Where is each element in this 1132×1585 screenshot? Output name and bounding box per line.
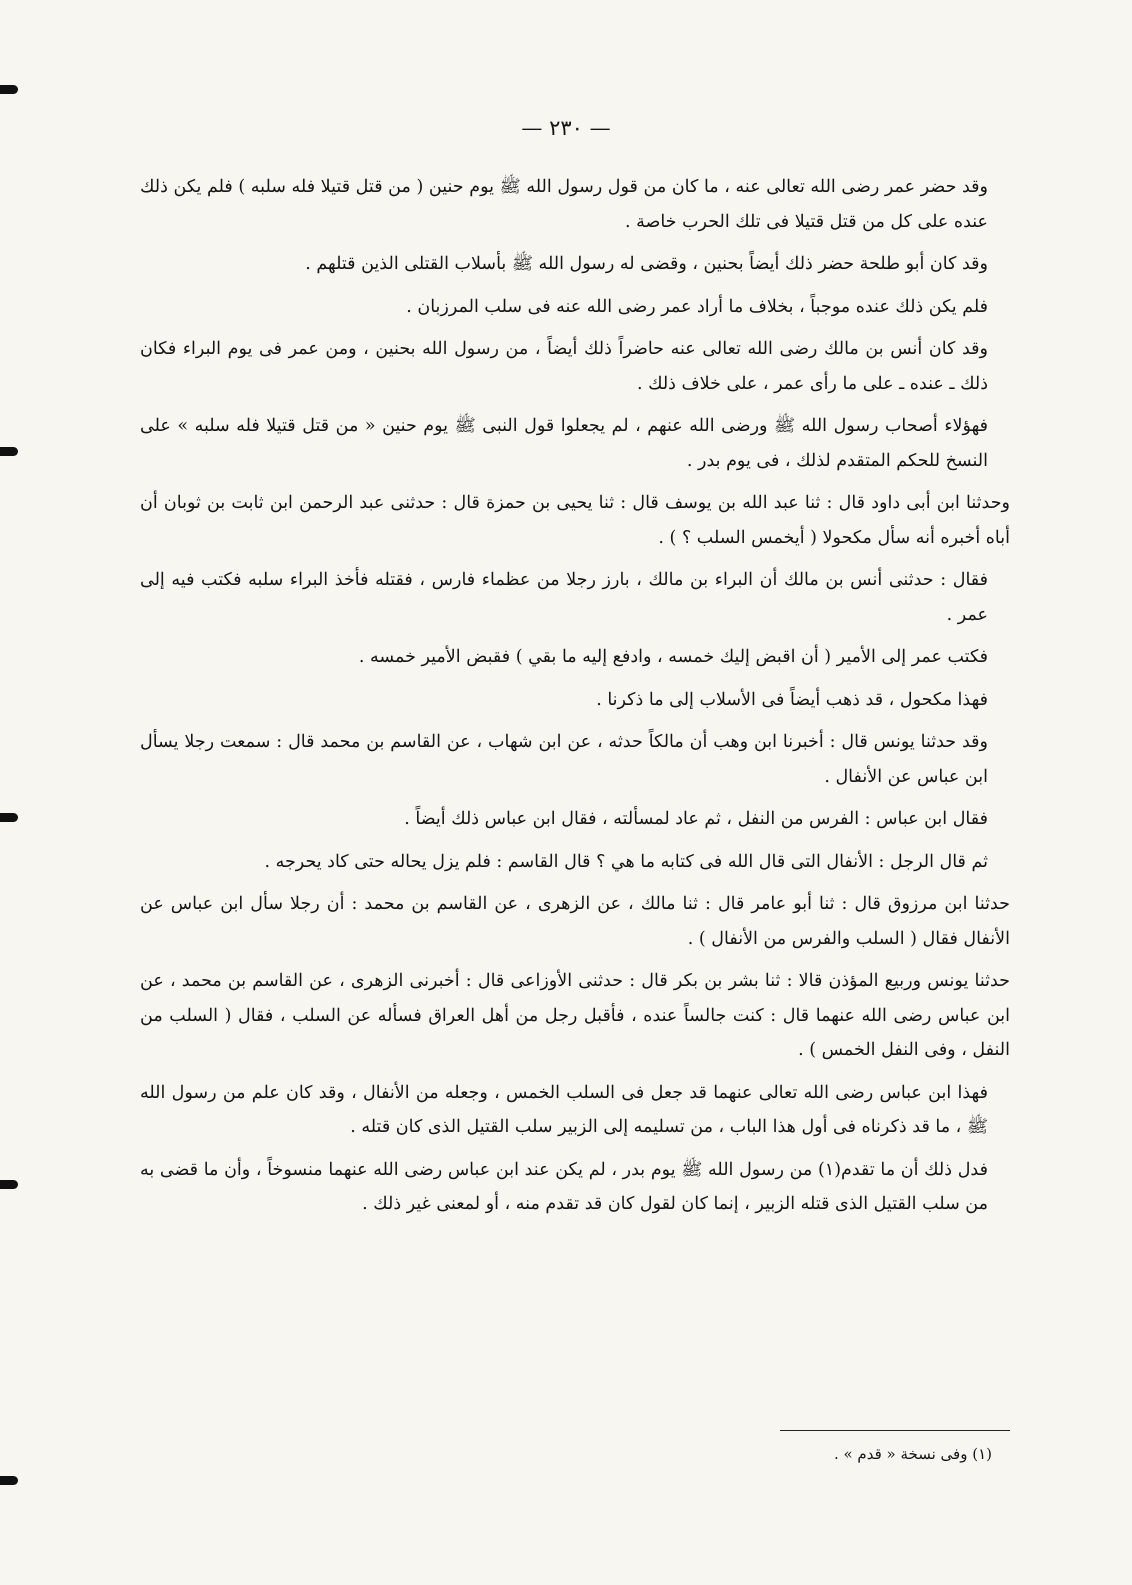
paragraph: فلم يكن ذلك عنده موجباً ، بخلاف ما أراد عمر رضى الله عنه فى سلب المرزبان . — [406, 296, 988, 317]
paragraph: حدثنا ابن مرزوق قال : ثنا أبو عامر قال : ثنا مالك ، عن الزهرى ، عن القاسم بن محمد : أن رجلا سأل ابن عباس عن الأنفال فقال ( السلب والفرس من الأنفال ) . — [140, 894, 1010, 949]
scan-mark — [0, 1476, 18, 1485]
page-number: — ٢٣٠ — — [521, 116, 611, 140]
paragraph: حدثنا يونس وربيع المؤذن قالا : ثنا بشر بن بكر قال : حدثنى الأوزاعى قال : أخبرنى الزهرى ، عن القاسم بن محمد ، عن ابن عباس رضى الله عنهما قال : كنت جالساً عنده ، فأقبل رجل من أهل العراق فسأله عن السلب ، فقال ( السلب من النفل ، وفى النفل الخمس ) . — [140, 971, 1010, 1060]
paragraph: فكتب عمر إلى الأمير ( أن اقبض إليك خمسه ، وادفع إليه ما بقي ) فقبض الأمير خمسه . — [358, 647, 988, 667]
paragraph: وحدثنا ابن أبى داود قال : ثنا عبد الله بن يوسف قال : ثنا يحيى بن حمزة قال : حدثنى عبد الرحمن ابن ثابت بن ثوبان أن أباه أخبره أنه سأل مكحولا ( أيخمس السلب ؟ ) . — [140, 493, 1010, 548]
scan-mark — [0, 85, 18, 94]
footnote: (١) وفى نسخة « قدم » . — [833, 1445, 992, 1463]
paragraph: فهذا ابن عباس رضى الله تعالى عنهما قد جعل فى السلب الخمس ، وجعله من الأنفال ، وقد كان علم من رسول الله ﷺ ، ما قد ذكرناه فى أول هذا الباب ، من تسليمه إلى الزبير سلب القتيل الذى كان قتله . — [140, 1082, 988, 1137]
paragraph: فقال ابن عباس : الفرس من النفل ، ثم عاد لمسألته ، فقال ابن عباس ذلك أيضاً . — [404, 809, 988, 829]
scan-mark — [0, 447, 18, 456]
paragraph: فهذا مكحول ، قد ذهب أيضاً فى الأسلاب إلى ما ذكرنا . — [596, 689, 988, 710]
scan-mark — [0, 813, 18, 822]
scan-mark — [0, 1180, 18, 1189]
paragraph: وقد كان أبو طلحة حضر ذلك أيضاً بحنين ، وقضى له رسول الله ﷺ بأسلاب القتلى الذين قتلهم . — [305, 254, 988, 274]
paragraph: وقد حضر عمر رضى الله تعالى عنه ، ما كان من قول رسول الله ﷺ يوم حنين ( من قتل قتيلا فله سلبه ) فلم يكن ذلك عنده على كل من قتل قتيلا فى تلك الحرب خاصة . — [140, 177, 988, 232]
footnote-divider — [780, 1430, 1010, 1431]
paragraph: فهؤلاء أصحاب رسول الله ﷺ ورضى الله عنهم ، لم يجعلوا قول النبى ﷺ يوم حنين « من قتل قتيلا فله سلبه » على النسخ للحكم المتقدم لذلك ، فى يوم بدر . — [140, 416, 988, 471]
paragraph: وقد حدثنا يونس قال : أخبرنا ابن وهب أن مالكاً حدثه ، عن ابن شهاب ، عن القاسم بن محمد قال : سمعت رجلا يسأل ابن عباس عن الأنفال . — [140, 732, 988, 787]
paragraph: فقال : حدثنى أنس بن مالك أن البراء بن مالك ، بارز رجلا من عظماء فارس ، فقتله فأخذ البراء سلبه فكتب فيه إلى عمر . — [140, 570, 989, 625]
paragraph: فدل ذلك أن ما تقدم(١) من رسول الله ﷺ يوم بدر ، لم يكن عند ابن عباس رضى الله عنهما منسوخاً ، وأن ما قضى به من سلب القتيل الذى قتله الزبير ، إنما كان لقول كان قد تقدم منه ، أو لمعنى غير ذلك . — [140, 1159, 988, 1214]
paragraph: ثم قال الرجل : الأنفال التى قال الله فى كتابه ما هي ؟ قال القاسم : فلم يزل يحاله حتى كاد يحرجه . — [264, 851, 988, 872]
paragraph: وقد كان أنس بن مالك رضى الله تعالى عنه حاضراً ذلك أيضاً ، من رسول الله بحنين ، ومن عمر فى يوم البراء فكان ذلك ـ عنده ـ على ما رأى عمر ، على خلاف ذلك . — [140, 339, 988, 394]
main-text — [140, 170, 1010, 1230]
